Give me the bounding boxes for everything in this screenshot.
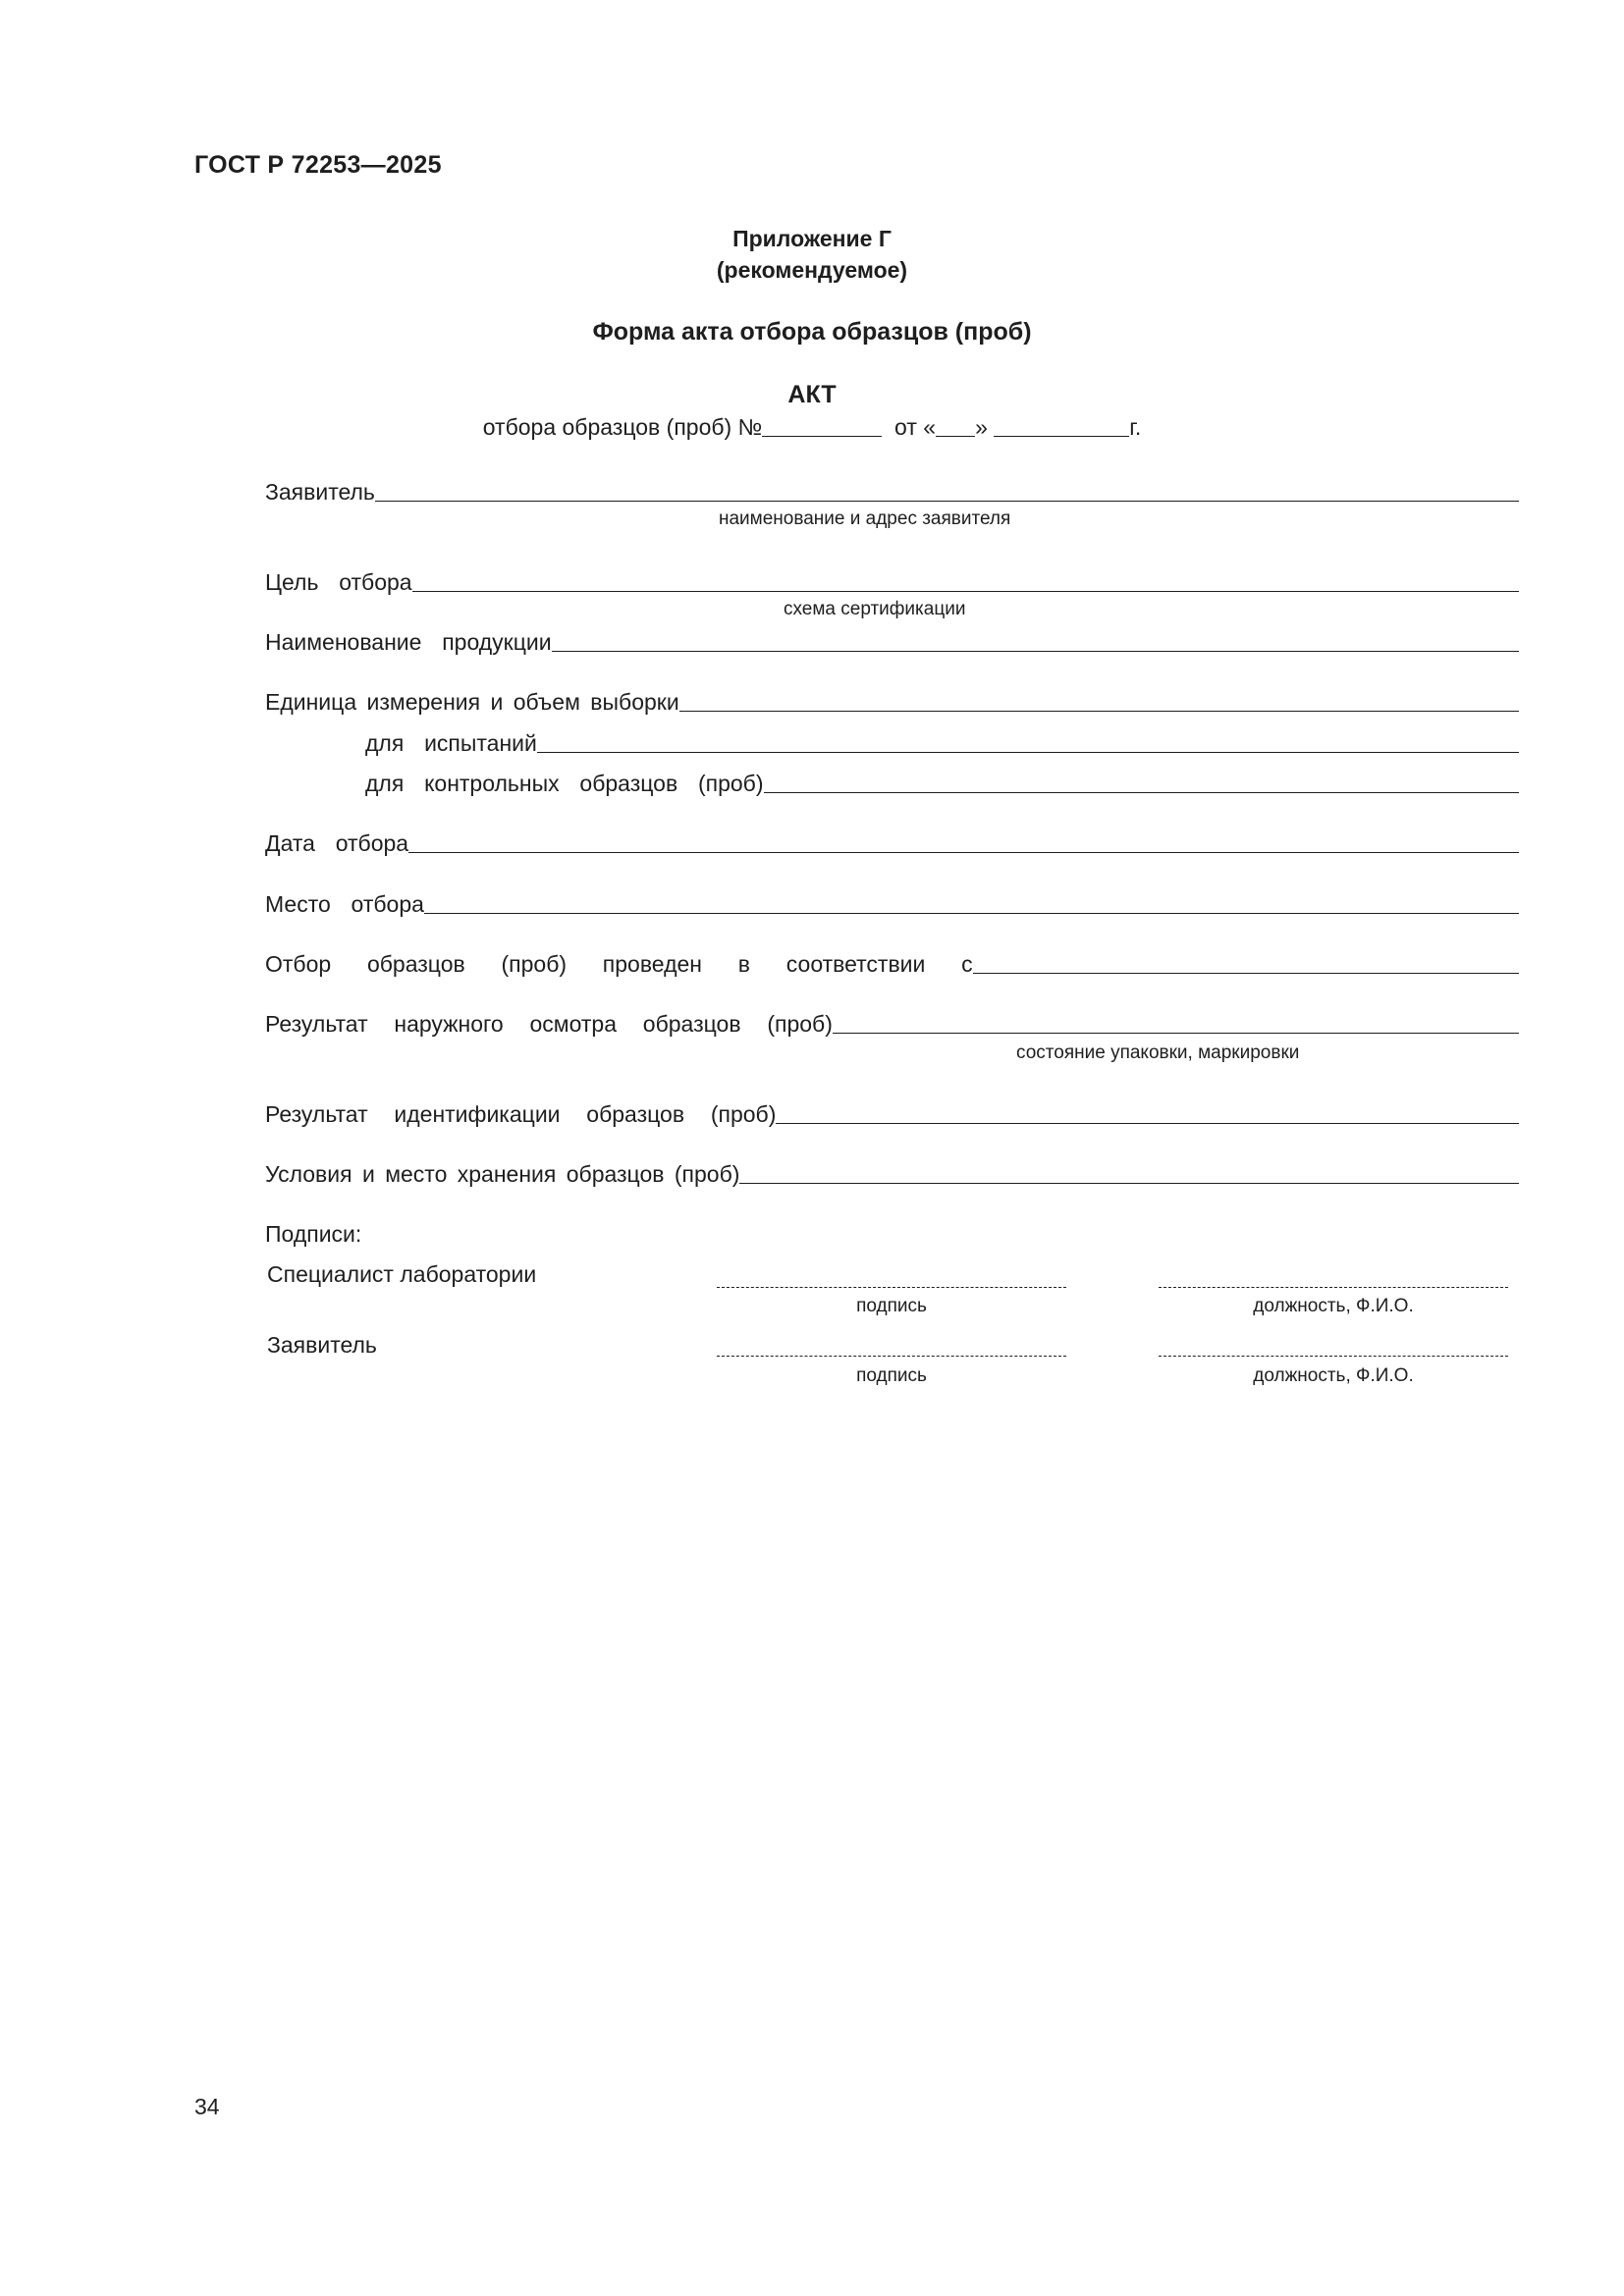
field-label: Заявитель: [265, 479, 375, 505]
field-input-line[interactable]: [679, 710, 1519, 712]
field-identification-result: [265, 1098, 1519, 1128]
field-sampling-standard: [265, 948, 1519, 978]
field-input-line[interactable]: [552, 650, 1519, 652]
akt-number-field[interactable]: [762, 416, 882, 437]
field-input-line[interactable]: [764, 791, 1520, 793]
signature-line[interactable]: [717, 1286, 1066, 1288]
field-label: Место отбора: [265, 891, 424, 917]
field-input-line[interactable]: [776, 1122, 1519, 1124]
standard-code: ГОСТ Р 72253—2025: [194, 151, 442, 179]
field-input-line[interactable]: [408, 851, 1519, 853]
field-input-line[interactable]: [537, 751, 1519, 753]
field-hint: состояние упаковки, маркировки: [1016, 1042, 1300, 1063]
field-purpose: [265, 566, 1519, 596]
position-name-line[interactable]: [1159, 1355, 1508, 1357]
field-input-line[interactable]: [424, 912, 1519, 914]
akt-close-quote: »: [975, 414, 988, 440]
field-visual-inspection: [265, 1008, 1519, 1038]
field-storage-conditions: [265, 1158, 1519, 1188]
akt-from: от «: [894, 414, 937, 440]
field-for-testing: [365, 727, 1519, 757]
field-hint: наименование и адрес заявителя: [719, 508, 1011, 529]
field-input-line[interactable]: [973, 972, 1519, 974]
akt-prefix: отбора образцов (проб) №: [482, 414, 763, 440]
appendix-status: (рекомендуемое): [716, 257, 908, 283]
field-label: для контрольных образцов (проб): [365, 771, 764, 796]
signature-role: Заявитель: [267, 1332, 377, 1358]
field-label: Цель отбора: [265, 569, 412, 595]
position-name-line[interactable]: [1159, 1286, 1508, 1288]
akt-month-year-field[interactable]: [994, 416, 1129, 437]
position-name-hint: должность, Ф.И.О.: [1253, 1296, 1414, 1316]
signature-hint: подпись: [856, 1365, 927, 1386]
akt-day-field[interactable]: [936, 416, 975, 437]
signature-hint: подпись: [856, 1296, 927, 1316]
field-unit-sample-volume: [265, 686, 1519, 716]
field-input-line[interactable]: [412, 590, 1519, 592]
appendix-title: Приложение Г: [732, 226, 892, 251]
akt-year-suffix: г.: [1129, 414, 1142, 440]
form-title: Форма акта отбора образцов (проб): [592, 318, 1032, 346]
field-label: Условия и место хранения образцов (проб): [265, 1161, 740, 1187]
signature-line[interactable]: [717, 1355, 1066, 1357]
field-sampling-place: [265, 888, 1519, 918]
field-label: Единица измерения и объем выборки: [265, 689, 679, 715]
field-for-control-samples: [365, 768, 1519, 797]
field-label: для испытаний: [365, 730, 537, 756]
field-applicant: [265, 476, 1519, 506]
field-hint: схема сертификации: [784, 599, 966, 619]
field-label: Результат наружного осмотра образцов (проб): [265, 1011, 833, 1037]
signature-role: Специалист лаборатории: [267, 1261, 537, 1287]
field-product-name: [265, 626, 1519, 656]
akt-number-date-line: [0, 414, 1624, 441]
akt-title: АКТ: [787, 381, 837, 408]
field-label: Наименование продукции: [265, 629, 552, 655]
field-label: Дата отбора: [265, 830, 409, 856]
page-number: 34: [194, 2094, 220, 2119]
field-input-line[interactable]: [739, 1182, 1519, 1184]
field-label: Отбор образцов (проб) проведен в соответствии с: [265, 951, 973, 977]
field-input-line[interactable]: [833, 1032, 1519, 1034]
position-name-hint: должность, Ф.И.О.: [1253, 1365, 1414, 1386]
signatures-heading: Подписи:: [265, 1221, 362, 1247]
field-input-line[interactable]: [375, 500, 1519, 502]
field-label: Результат идентификации образцов (проб): [265, 1101, 777, 1127]
field-sampling-date: [265, 828, 1519, 857]
